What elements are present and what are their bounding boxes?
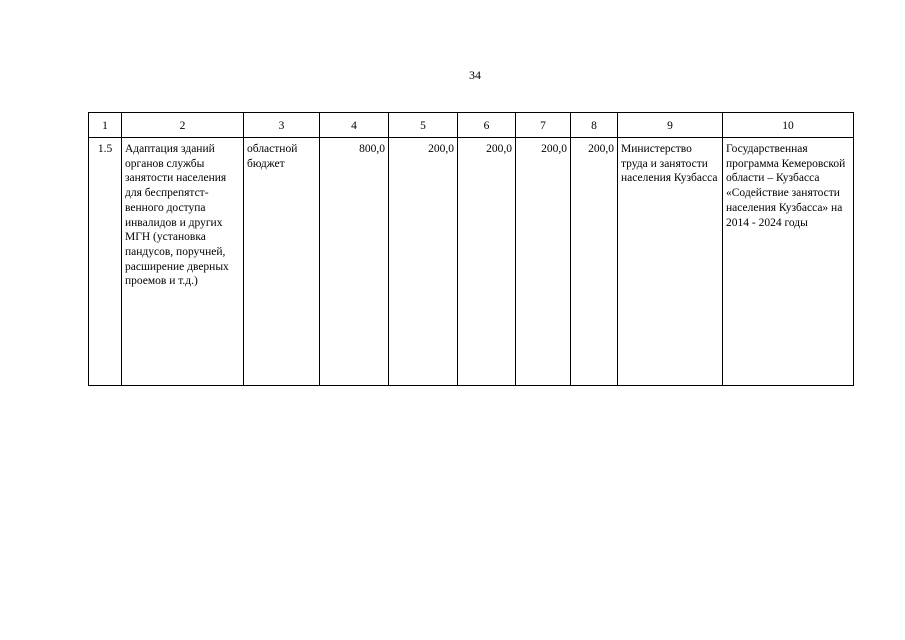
column-header: 4 [320, 113, 389, 138]
row-id-cell: 1.5 [89, 138, 122, 386]
year-amount-cell: 200,0 [571, 138, 618, 386]
year-amount-cell: 200,0 [389, 138, 458, 386]
table-row [89, 138, 854, 386]
column-header: 6 [458, 113, 516, 138]
program-cell: Государственная программа Кемеровской области – Кузбасса «Содействие занятости населения Кузбасса» на 2014 - 2024 годы [723, 138, 854, 386]
column-header: 7 [516, 113, 571, 138]
column-header: 1 [89, 113, 122, 138]
funding-source-cell: областной бюджет [244, 138, 320, 386]
program-table [88, 112, 854, 386]
page-number: 34 [469, 68, 481, 82]
description-cell: Адаптация зданий органов службы занятости населения для беспрепятст-венного доступа инвалидов и других МГН (установка пандусов, поручней, расширение дверных проемов и т.д.) [122, 138, 244, 386]
column-header: 10 [723, 113, 854, 138]
column-header: 8 [571, 113, 618, 138]
year-amount-cell: 200,0 [458, 138, 516, 386]
column-header: 9 [618, 113, 723, 138]
column-header: 3 [244, 113, 320, 138]
executor-cell: Министерство труда и занятости населения Кузбасса [618, 138, 723, 386]
total-amount-cell: 800,0 [320, 138, 389, 386]
column-header: 2 [122, 113, 244, 138]
year-amount-cell: 200,0 [516, 138, 571, 386]
table-header-row [89, 113, 854, 138]
column-header: 5 [389, 113, 458, 138]
